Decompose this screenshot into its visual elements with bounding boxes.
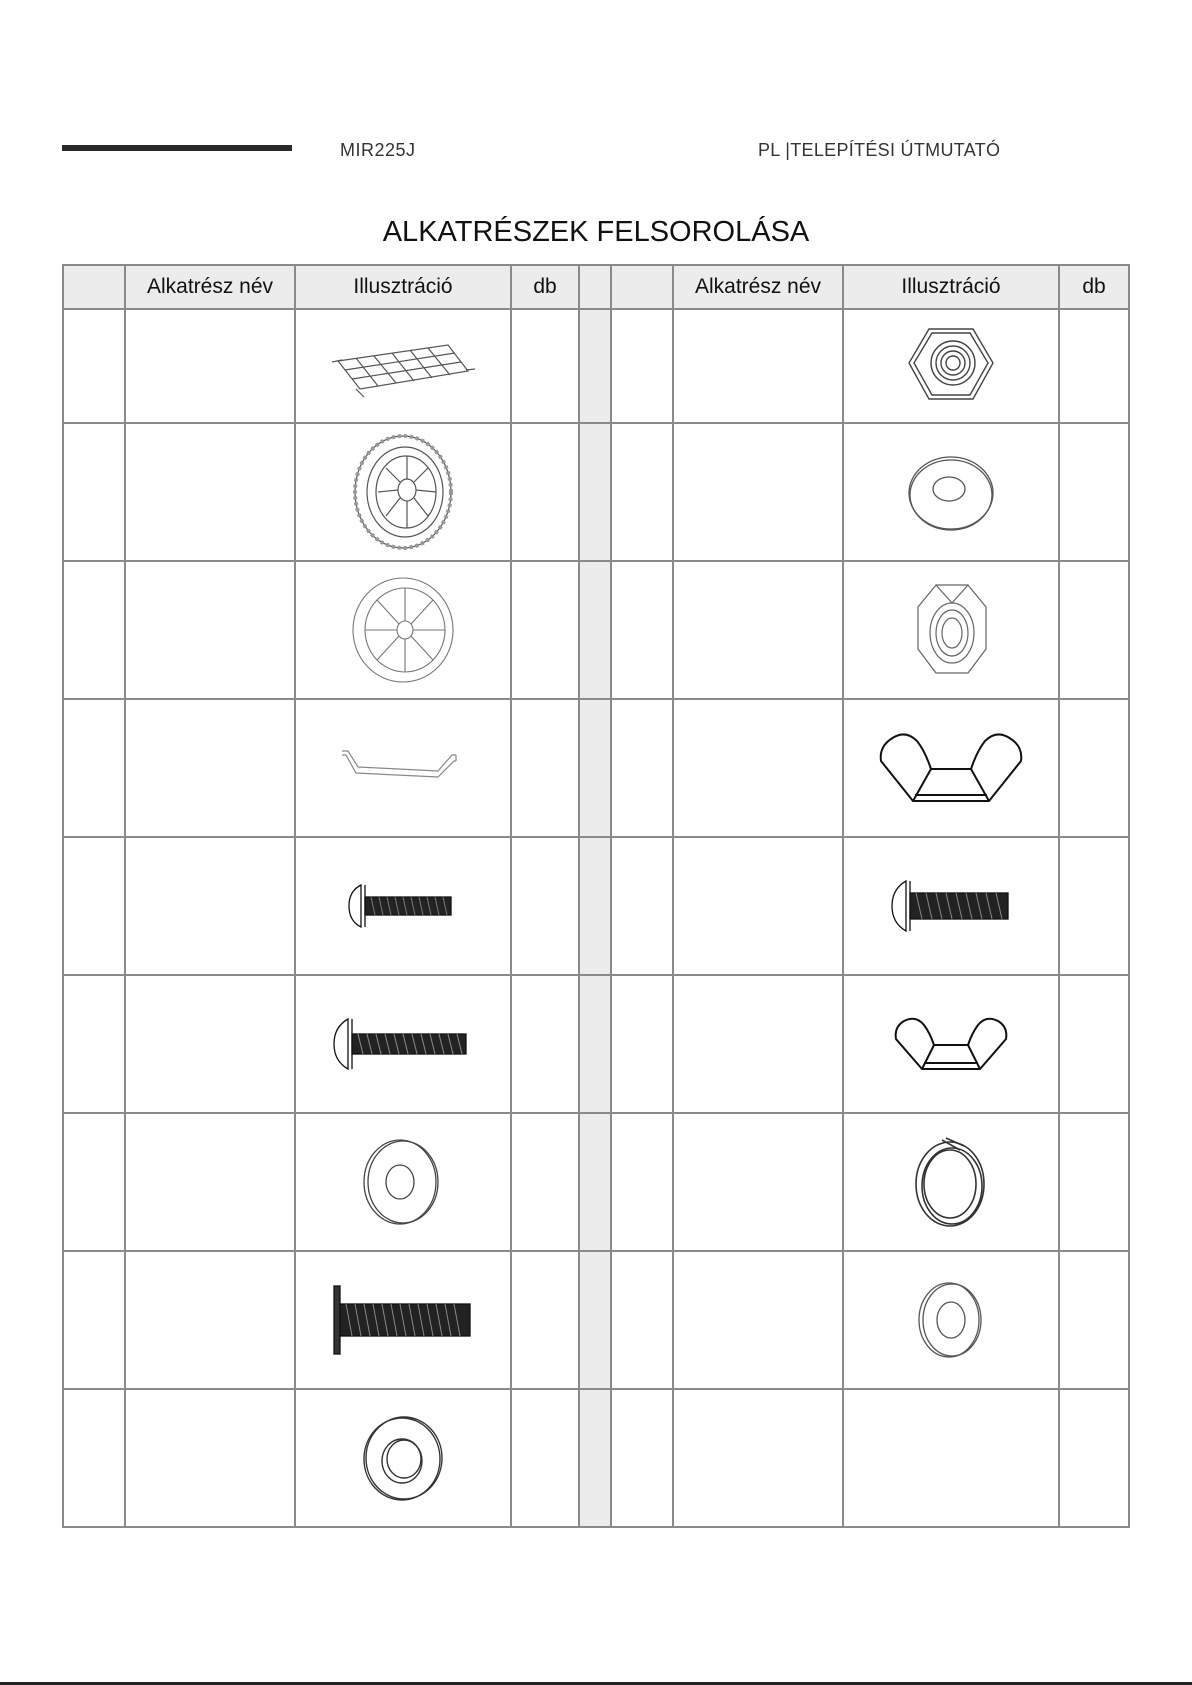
table-header-row: [63, 265, 1129, 309]
part-number: [611, 1113, 673, 1251]
part-number: [611, 309, 673, 423]
part-qty: [511, 1251, 579, 1389]
lock-nut-icon: [906, 577, 996, 683]
part-qty: [1059, 309, 1129, 423]
col-qty-right: db: [1059, 265, 1129, 309]
col-illustration-left: Illusztráció: [295, 265, 511, 309]
part-name: [125, 1389, 295, 1527]
part-illustration: [843, 699, 1059, 837]
header-rule: [62, 145, 292, 151]
part-illustration: [843, 1251, 1059, 1389]
part-number: [611, 1251, 673, 1389]
separator-cell: [579, 837, 611, 975]
part-number: [611, 423, 673, 561]
hubcap-icon: [348, 575, 458, 685]
large-washer-icon: [358, 1411, 448, 1505]
part-number: [611, 975, 673, 1113]
part-illustration: [295, 1389, 511, 1527]
bolt-icon: [886, 869, 1016, 943]
part-name: [673, 1251, 843, 1389]
col-part-name-left: Alkatrész név: [125, 265, 295, 309]
flat-washer-icon: [358, 1134, 448, 1230]
part-name: [673, 699, 843, 837]
separator-cell: [579, 309, 611, 423]
part-number: [63, 975, 125, 1113]
long-bolt-icon: [328, 1007, 478, 1081]
spring-washer-icon: [906, 1132, 996, 1232]
small-washer-icon: [911, 1275, 991, 1365]
part-number: [611, 561, 673, 699]
part-number: [63, 1389, 125, 1527]
separator-cell: [579, 423, 611, 561]
part-illustration: [843, 1113, 1059, 1251]
small-wing-nut-icon: [888, 1011, 1014, 1077]
separator-cell: [579, 1113, 611, 1251]
parts-table: [62, 264, 1130, 1528]
part-qty: [1059, 975, 1129, 1113]
part-number: [63, 1251, 125, 1389]
part-illustration: [295, 699, 511, 837]
col-number-left: [63, 265, 125, 309]
part-qty: [511, 837, 579, 975]
part-number: [611, 699, 673, 837]
part-name: [673, 309, 843, 423]
part-qty: [1059, 1251, 1129, 1389]
part-name: [673, 1389, 843, 1527]
col-qty-left: db: [511, 265, 579, 309]
part-number: [63, 309, 125, 423]
part-illustration: [843, 561, 1059, 699]
part-qty: [1059, 1113, 1129, 1251]
flat-head-bolt-icon: [328, 1280, 478, 1360]
part-qty: [511, 699, 579, 837]
separator-cell: [579, 699, 611, 837]
table-row: [63, 975, 1129, 1113]
section-title: PL |TELEPÍTÉSI ÚTMUTATÓ: [758, 140, 1001, 160]
short-bolt-icon: [343, 871, 463, 941]
part-name: [673, 423, 843, 561]
part-qty: [1059, 699, 1129, 837]
table-row: [63, 1251, 1129, 1389]
part-illustration: [295, 561, 511, 699]
part-illustration: [295, 975, 511, 1113]
part-illustration: [295, 423, 511, 561]
part-name: [125, 1251, 295, 1389]
part-number: [611, 837, 673, 975]
col-separator: [579, 265, 611, 309]
part-illustration: [295, 1113, 511, 1251]
part-name: [125, 837, 295, 975]
separator-cell: [579, 1251, 611, 1389]
part-qty: [1059, 1389, 1129, 1527]
part-name: [125, 423, 295, 561]
part-illustration: [843, 1389, 1059, 1527]
part-qty: [511, 975, 579, 1113]
part-illustration: [295, 309, 511, 423]
part-name: [125, 561, 295, 699]
part-number: [63, 1113, 125, 1251]
part-number: [63, 423, 125, 561]
grill-grate-icon: [328, 331, 478, 401]
separator-cell: [579, 1389, 611, 1527]
col-part-name-right: Alkatrész név: [673, 265, 843, 309]
part-name: [673, 561, 843, 699]
part-number: [611, 1389, 673, 1527]
part-qty: [1059, 837, 1129, 975]
part-qty: [511, 1113, 579, 1251]
wheel-icon: [348, 430, 458, 554]
part-number: [63, 699, 125, 837]
col-illustration-right: Illusztráció: [843, 265, 1059, 309]
large-wing-nut-icon: [871, 725, 1031, 811]
part-name: [125, 699, 295, 837]
table-row: [63, 309, 1129, 423]
part-illustration: [295, 837, 511, 975]
part-illustration: [843, 309, 1059, 423]
part-qty: [511, 309, 579, 423]
part-name: [125, 975, 295, 1113]
part-qty: [1059, 423, 1129, 561]
table-row: [63, 699, 1129, 837]
part-name: [673, 1113, 843, 1251]
table-row: [63, 423, 1129, 561]
table-row: [63, 837, 1129, 975]
part-qty: [1059, 561, 1129, 699]
part-illustration: [843, 975, 1059, 1113]
part-qty: [511, 1389, 579, 1527]
separator-cell: [579, 561, 611, 699]
washer-icon: [901, 447, 1001, 537]
part-name: [673, 837, 843, 975]
hex-nut-icon: [901, 321, 1001, 411]
bracket-icon: [338, 743, 468, 793]
part-number: [63, 837, 125, 975]
part-illustration: [843, 837, 1059, 975]
separator-cell: [579, 975, 611, 1113]
part-name: [125, 1113, 295, 1251]
col-number-right: [611, 265, 673, 309]
part-qty: [511, 561, 579, 699]
part-name: [125, 309, 295, 423]
model-number: MIR225J: [340, 140, 416, 160]
part-qty: [511, 423, 579, 561]
table-row: [63, 1389, 1129, 1527]
part-illustration: [295, 1251, 511, 1389]
part-number: [63, 561, 125, 699]
table-row: [63, 1113, 1129, 1251]
part-name: [673, 975, 843, 1113]
table-row: [63, 561, 1129, 699]
part-illustration: [843, 423, 1059, 561]
page-title: ALKATRÉSZEK FELSOROLÁSA: [382, 216, 810, 248]
